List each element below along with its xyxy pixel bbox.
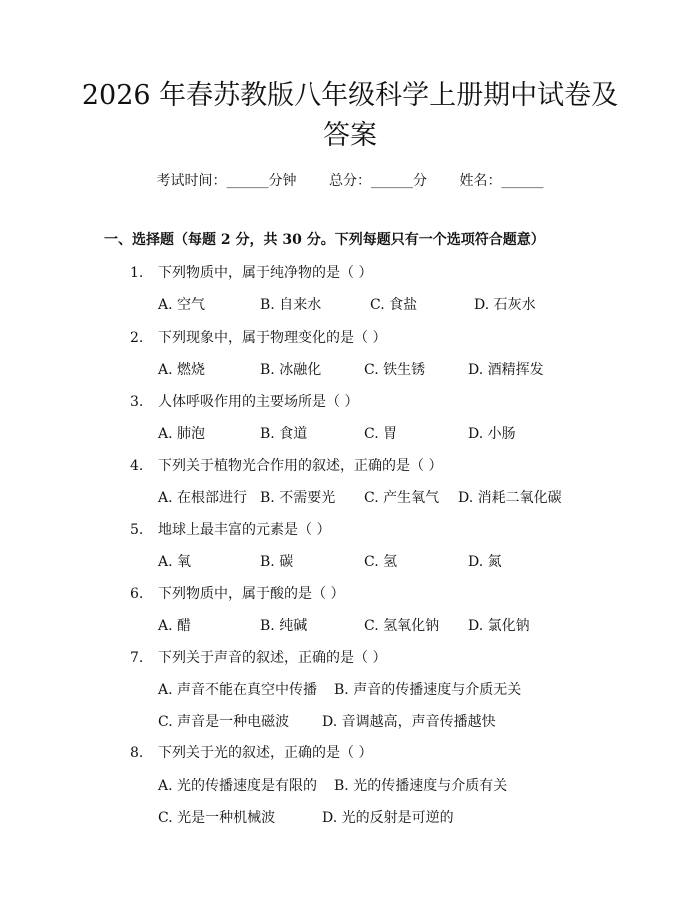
question-5: [130, 519, 330, 539]
option-a: A. 肺泡: [158, 426, 206, 442]
question-number: 5.: [130, 522, 144, 538]
option-c: C. 声音是一种电磁波: [158, 714, 290, 730]
option-b: B. 声音的传播速度与介质无关: [334, 682, 522, 698]
option-d: D. 酒精挥发: [468, 362, 544, 378]
option-a: A. 声音不能在真空中传播: [158, 682, 318, 698]
student-name: 姓名：______: [459, 173, 544, 189]
question-text: 下列关于植物光合作用的叙述，正确的是（ ）: [158, 458, 443, 474]
option-d: D. 氮: [468, 554, 502, 570]
option-a: A. 光的传播速度是有限的: [158, 778, 318, 794]
option-a: A. 燃烧: [158, 362, 206, 378]
question-text: 人体呼吸作用的主要场所是（ ）: [158, 394, 359, 410]
title-line-2: 答案: [323, 120, 377, 151]
option-c: C. 铁生锈: [364, 362, 426, 378]
question-number: 7.: [130, 650, 144, 666]
question-text: 下列关于光的叙述，正确的是（ ）: [158, 745, 373, 761]
question-text: 下列物质中，属于酸的是（ ）: [158, 586, 345, 602]
exam-meta: [0, 170, 700, 190]
question-8: [130, 742, 372, 762]
question-text: 下列现象中，属于物理变化的是（ ）: [158, 330, 387, 346]
question-text: 下列物质中，属于纯净物的是（ ）: [158, 265, 373, 281]
section-heading-choice: 一、选择题（每题 2 分，共 30 分。下列每题只有一个选项符合题意）: [104, 232, 545, 248]
option-c: C. 氢: [364, 554, 398, 570]
question-7: [130, 647, 386, 667]
option-c: C. 食盐: [370, 297, 418, 313]
option-b: B. 不需要光: [260, 490, 336, 506]
option-b: B. 碳: [260, 554, 294, 570]
option-d: D. 光的反射是可逆的: [322, 810, 454, 826]
question-3: [130, 391, 358, 411]
question-number: 4.: [130, 458, 144, 474]
exam-total-score: 总分：______分: [329, 173, 427, 189]
question-number: 6.: [130, 586, 144, 602]
option-b: B. 食道: [260, 426, 308, 442]
question-number: 8.: [130, 745, 144, 761]
question-6: [130, 583, 344, 603]
option-c: C. 光是一种机械波: [158, 810, 276, 826]
option-c: C. 产生氧气: [364, 490, 440, 506]
question-1: [130, 262, 372, 282]
option-a: A. 在根部进行: [158, 490, 248, 506]
option-d: D. 音调越高，声音传播越快: [322, 714, 496, 730]
title-line-1: 2026 年春苏教版八年级科学上册期中试卷及: [81, 80, 619, 111]
question-number: 2.: [130, 330, 144, 346]
option-b: B. 冰融化: [260, 362, 322, 378]
question-text: 地球上最丰富的元素是（ ）: [158, 522, 331, 538]
question-2: [130, 327, 386, 347]
exam-title: [80, 76, 620, 156]
question-text: 下列关于声音的叙述，正确的是（ ）: [158, 650, 387, 666]
option-d: D. 小肠: [468, 426, 516, 442]
option-c: C. 氢氧化钠: [364, 618, 440, 634]
option-d: D. 氯化钠: [468, 618, 530, 634]
option-a: A. 醋: [158, 618, 192, 634]
option-a: A. 空气: [158, 297, 206, 313]
question-number: 3.: [130, 394, 144, 410]
option-b: B. 光的传播速度与介质有关: [334, 778, 508, 794]
option-a: A. 氧: [158, 554, 192, 570]
option-b: B. 自来水: [260, 297, 322, 313]
question-number: 1.: [130, 265, 144, 281]
option-d: D. 消耗二氧化碳: [458, 490, 562, 506]
option-d: D. 石灰水: [474, 297, 536, 313]
question-4: [130, 455, 442, 475]
option-c: C. 胃: [364, 426, 398, 442]
option-b: B. 纯碱: [260, 618, 308, 634]
exam-time: 考试时间：______分钟: [156, 173, 297, 189]
